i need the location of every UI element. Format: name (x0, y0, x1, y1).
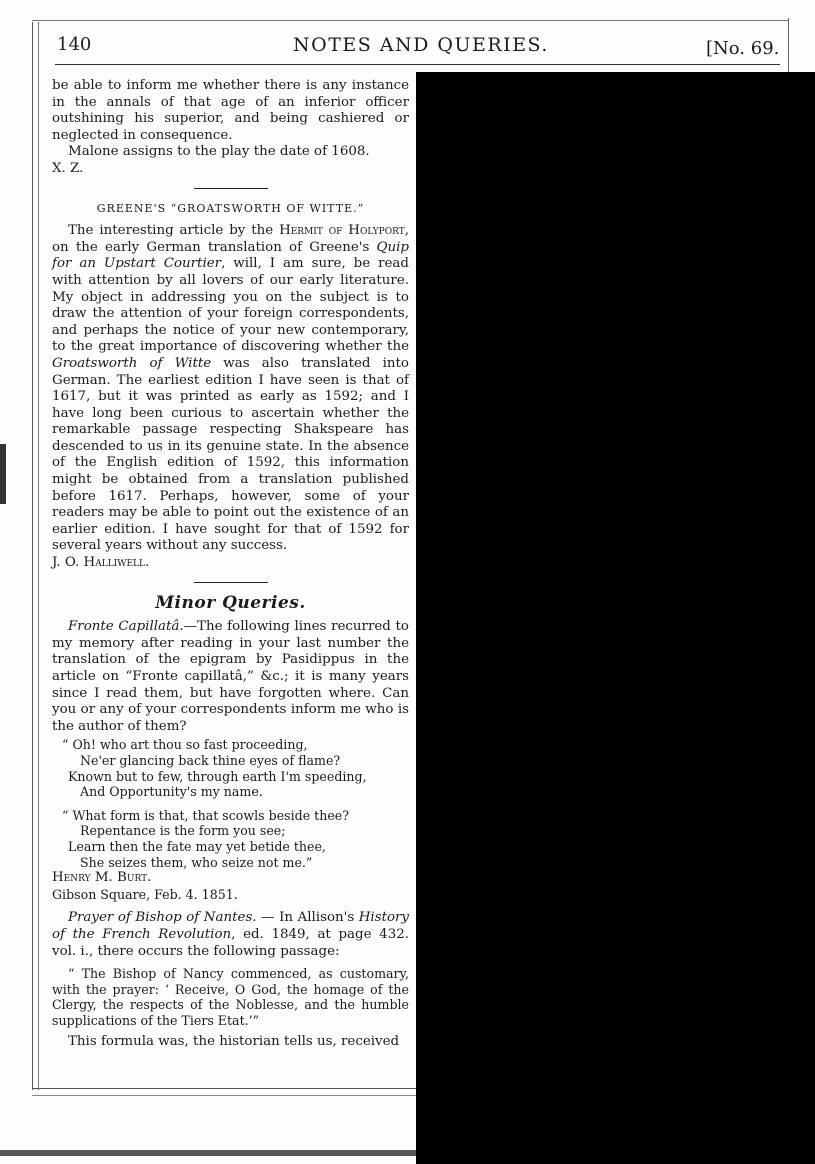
verse-gap (62, 800, 409, 808)
verse-signature: Henry M. Burt. (52, 870, 152, 886)
page-number: 140 (57, 34, 92, 55)
header-rule (55, 64, 780, 65)
scan-mark (0, 444, 6, 504)
prayer-query (52, 910, 409, 960)
article2-text-c: , will, I am sure, be read with attention by all lovers of our early literature. My object in addressing you on the subject is to draw the attention of your foreign correspondents, and perhaps the notice of your new contemporary, to the great importance of discovering whether the (52, 256, 409, 355)
quip-title: Quip for an Upstart Courtier (52, 239, 409, 272)
fronte-query (52, 619, 409, 735)
section-rule (194, 582, 268, 583)
verse-line: And Opportunity's my name. (80, 784, 263, 800)
redacted-column (416, 72, 815, 1164)
verse-line: “ Oh! who art thou so fast proceeding, (62, 737, 308, 753)
article2-text-a: The interesting article by the (68, 223, 280, 239)
verse-line: “ What form is that, that scowls beside thee? (62, 807, 349, 823)
page-border-left (32, 22, 33, 1090)
prayer-text-b: , ed. 1849, at page 432. vol. i., there occurs the following passage: (52, 926, 409, 959)
page-border-left-inner (38, 22, 39, 1090)
minor-queries-heading: Minor Queries. (155, 592, 306, 613)
prayer-text-a: — In Allison's (256, 910, 359, 926)
section-rule (194, 188, 268, 189)
running-title: NOTES AND QUERIES. (293, 34, 549, 56)
article1-signature: X. Z. (52, 160, 84, 176)
closing-line: This formula was, the historian tells us, received (68, 1034, 400, 1050)
verse (62, 737, 409, 870)
fronte-text: —The following lines recurred to my memory after reading in your last number the translation of the epigram by Pasidippus in the article on “Fronte capillatâ,” &c.; it is many years since I read them, but have forgotten where. Can you or any of your correspondents inform me who is the author of them? (52, 619, 409, 734)
article1-text: be able to inform me whether there is any instance in the annals of that age of an inferior officer outshining his superior, and being cashiered or neglected in consequence. (52, 78, 409, 143)
dateline: Gibson Square, Feb. 4. 1851. (52, 886, 238, 902)
malone-note: Malone assigns to the play the date of 1608. (68, 144, 370, 160)
article2-text-b: , on the early German translation of Greene's (52, 223, 409, 255)
article2-signature: J. O. Halliwell. (52, 555, 150, 571)
verse-line: Ne'er glancing back thine eyes of flame? (80, 752, 341, 768)
verse-line: She seizes them, who seize not me.” (80, 854, 313, 870)
scan-bar (0, 1150, 420, 1156)
page-border-top (32, 20, 788, 21)
verse-line: Known but to few, through earth I'm speeding, (68, 768, 367, 784)
prayer-title: Prayer of Bishop of Nantes. (68, 910, 257, 926)
prayer-quote: “ The Bishop of Nancy commenced, as customary, with the prayer: ‘ Receive, O God, the homage of the Clergy, the respects of the Noblesse, and the humble supplications of the Tiers Etat.’” (52, 966, 409, 1028)
article2-heading: GREENE'S “GROATSWORTH OF WITTE.” (96, 201, 365, 215)
history-title: History of the French Revolution (52, 910, 409, 942)
article2-text-d: was also translated into German. The earliest edition I have seen is that of 1617, but it was printed as early as 1592; and I have long been curious to ascertain whether the remarkable passage respecting Shakspeare has descended to us in its genuine state. In the absence of the English edition of 1592, this information might be obtained from a translation published before 1617. Perhaps, however, some of your readers may be able to point out the existence of an earlier edition. I have sought for that of 1592 for several years without any success. (52, 355, 409, 554)
verse-line: Learn then the fate may yet betide thee, (68, 838, 326, 854)
left-column (52, 78, 409, 1051)
hermit-name: Hermit of Holyport (279, 223, 405, 239)
issue-number: [No. 69. (706, 38, 780, 59)
fronte-title: Fronte Capillatâ. (68, 619, 184, 635)
groatsworth-title: Groatsworth of Witte (52, 355, 212, 371)
verse-line: Repentance is the form you see; (80, 823, 286, 839)
article2-paragraph (52, 223, 409, 555)
